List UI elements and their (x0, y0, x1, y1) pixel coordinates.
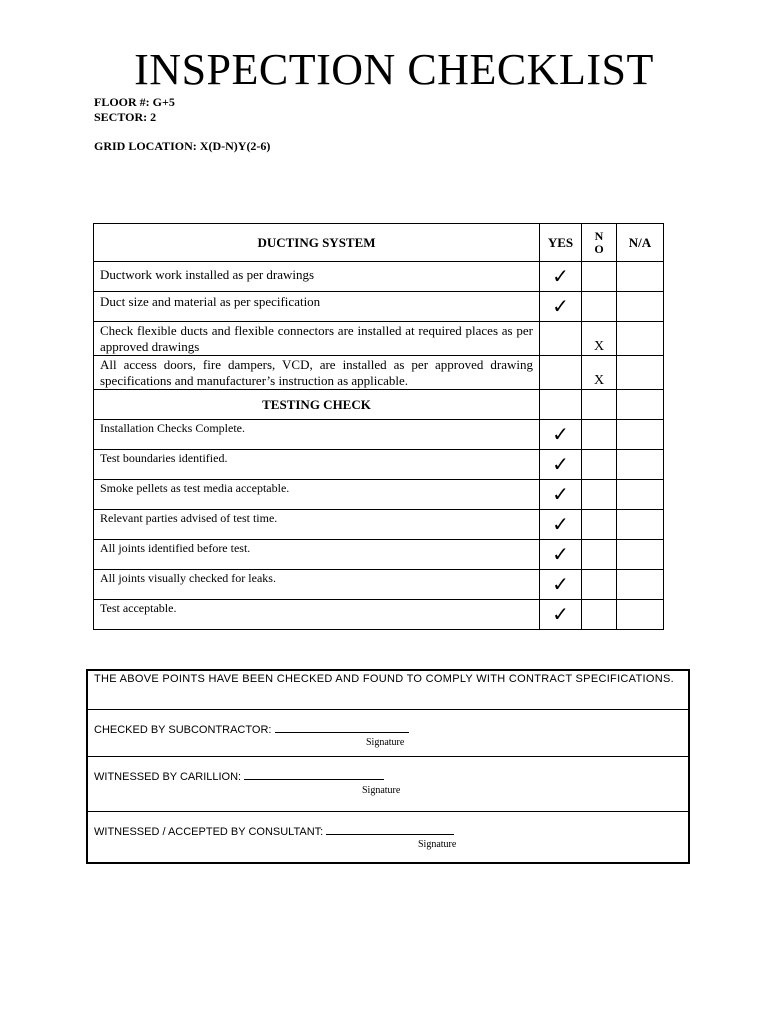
na-cell[interactable] (617, 510, 664, 540)
yes-cell[interactable] (540, 356, 582, 390)
consultant-row (88, 811, 688, 862)
check-item: Ductwork work installed as per drawings (94, 262, 540, 292)
consultant-label: WITNESSED / ACCEPTED BY CONSULTANT: (94, 826, 324, 838)
check-item: Smoke pellets as test media acceptable. (94, 480, 540, 510)
na-cell[interactable] (617, 600, 664, 630)
na-cell[interactable] (617, 450, 664, 480)
table-row (94, 600, 664, 630)
yes-cell[interactable] (540, 420, 582, 450)
checkmark-icon: ✓ (552, 512, 569, 536)
table-row (94, 262, 664, 292)
table-row (94, 292, 664, 322)
signature-caption: Signature (418, 839, 457, 850)
yes-cell[interactable] (540, 322, 582, 356)
na-cell[interactable] (617, 480, 664, 510)
page-title: INSPECTION CHECKLIST (134, 45, 654, 94)
no-cell[interactable] (582, 540, 617, 570)
no-cell[interactable] (582, 262, 617, 292)
checkmark-icon: ✓ (552, 602, 569, 626)
na-cell[interactable] (617, 356, 664, 390)
table-row (94, 450, 664, 480)
subcontractor-label: CHECKED BY SUBCONTRACTOR: (94, 724, 272, 736)
carillion-label: WITNESSED BY CARILLION: (94, 771, 242, 783)
yes-cell[interactable] (540, 570, 582, 600)
check-item: Test boundaries identified. (94, 450, 540, 480)
yes-cell[interactable] (540, 480, 582, 510)
table-row (94, 510, 664, 540)
na-cell[interactable] (617, 292, 664, 322)
check-item: Duct size and material as per specification (94, 292, 540, 322)
x-mark-icon: X (593, 373, 605, 388)
no-cell[interactable] (582, 600, 617, 630)
signoff-statement: THE ABOVE POINTS HAVE BEEN CHECKED AND FOUND TO COMPLY WITH CONTRACT SPECIFICATIONS. (94, 673, 674, 685)
no-cell[interactable] (582, 450, 617, 480)
checkmark-icon: ✓ (552, 294, 569, 318)
yes-column-header: YES (540, 224, 582, 262)
table-row (94, 322, 664, 356)
sector-label: SECTOR: 2 (94, 110, 157, 124)
table-row (94, 480, 664, 510)
check-item: All joints visually checked for leaks. (94, 570, 540, 600)
no-cell[interactable] (582, 570, 617, 600)
na-cell[interactable] (617, 322, 664, 356)
no-cell[interactable] (582, 356, 617, 390)
na-cell[interactable] (617, 540, 664, 570)
signoff-statement-row (88, 671, 688, 710)
checkmark-icon: ✓ (552, 422, 569, 446)
x-mark-icon: X (593, 339, 605, 354)
carillion-signature-line[interactable] (244, 770, 384, 780)
table-row (94, 420, 664, 450)
checkmark-icon: ✓ (552, 482, 569, 506)
yes-cell[interactable] (540, 510, 582, 540)
ducting-system-header: DUCTING SYSTEM (94, 224, 540, 262)
yes-cell[interactable] (540, 600, 582, 630)
no-column-header: N O (582, 224, 617, 262)
checkmark-icon: ✓ (552, 542, 569, 566)
check-item: Installation Checks Complete. (94, 420, 540, 450)
subcontractor-row (88, 709, 688, 757)
grid-location-label: GRID LOCATION: X(D-N)Y(2-6) (94, 139, 271, 153)
signature-caption: Signature (362, 785, 401, 796)
check-item: Check flexible ducts and flexible connectors are installed at required places as per approved drawings (94, 322, 540, 356)
yes-cell[interactable] (540, 540, 582, 570)
testing-header-row (94, 390, 664, 420)
carillion-row (88, 756, 688, 812)
na-cell[interactable] (617, 420, 664, 450)
signature-caption: Signature (366, 737, 405, 748)
table-row (94, 570, 664, 600)
checkmark-icon: ✓ (552, 572, 569, 596)
no-cell[interactable] (582, 292, 617, 322)
yes-cell[interactable] (540, 262, 582, 292)
table-row (94, 540, 664, 570)
yes-cell[interactable] (540, 292, 582, 322)
no-cell[interactable] (582, 322, 617, 356)
no-cell[interactable] (582, 510, 617, 540)
subcontractor-signature-line[interactable] (275, 723, 409, 733)
table-header-row (94, 224, 664, 262)
check-item: All joints identified before test. (94, 540, 540, 570)
no-cell[interactable] (582, 420, 617, 450)
table-row (94, 356, 664, 390)
no-cell[interactable] (582, 480, 617, 510)
check-item: All access doors, fire dampers, VCD, are installed as per approved drawing specifications and manufacturer’s instruction as applicable. (94, 356, 540, 390)
floor-label: FLOOR #: G+5 (94, 95, 175, 109)
consultant-signature-line[interactable] (326, 825, 454, 835)
check-item: Test acceptable. (94, 600, 540, 630)
yes-cell[interactable] (540, 450, 582, 480)
na-column-header: N/A (617, 224, 664, 262)
na-cell[interactable] (617, 262, 664, 292)
checkmark-icon: ✓ (552, 452, 569, 476)
signoff-box (86, 669, 690, 864)
na-cell[interactable] (617, 570, 664, 600)
checkmark-icon: ✓ (552, 264, 569, 288)
inspection-table (93, 223, 664, 630)
check-item: Relevant parties advised of test time. (94, 510, 540, 540)
testing-check-header: TESTING CHECK (94, 390, 540, 420)
